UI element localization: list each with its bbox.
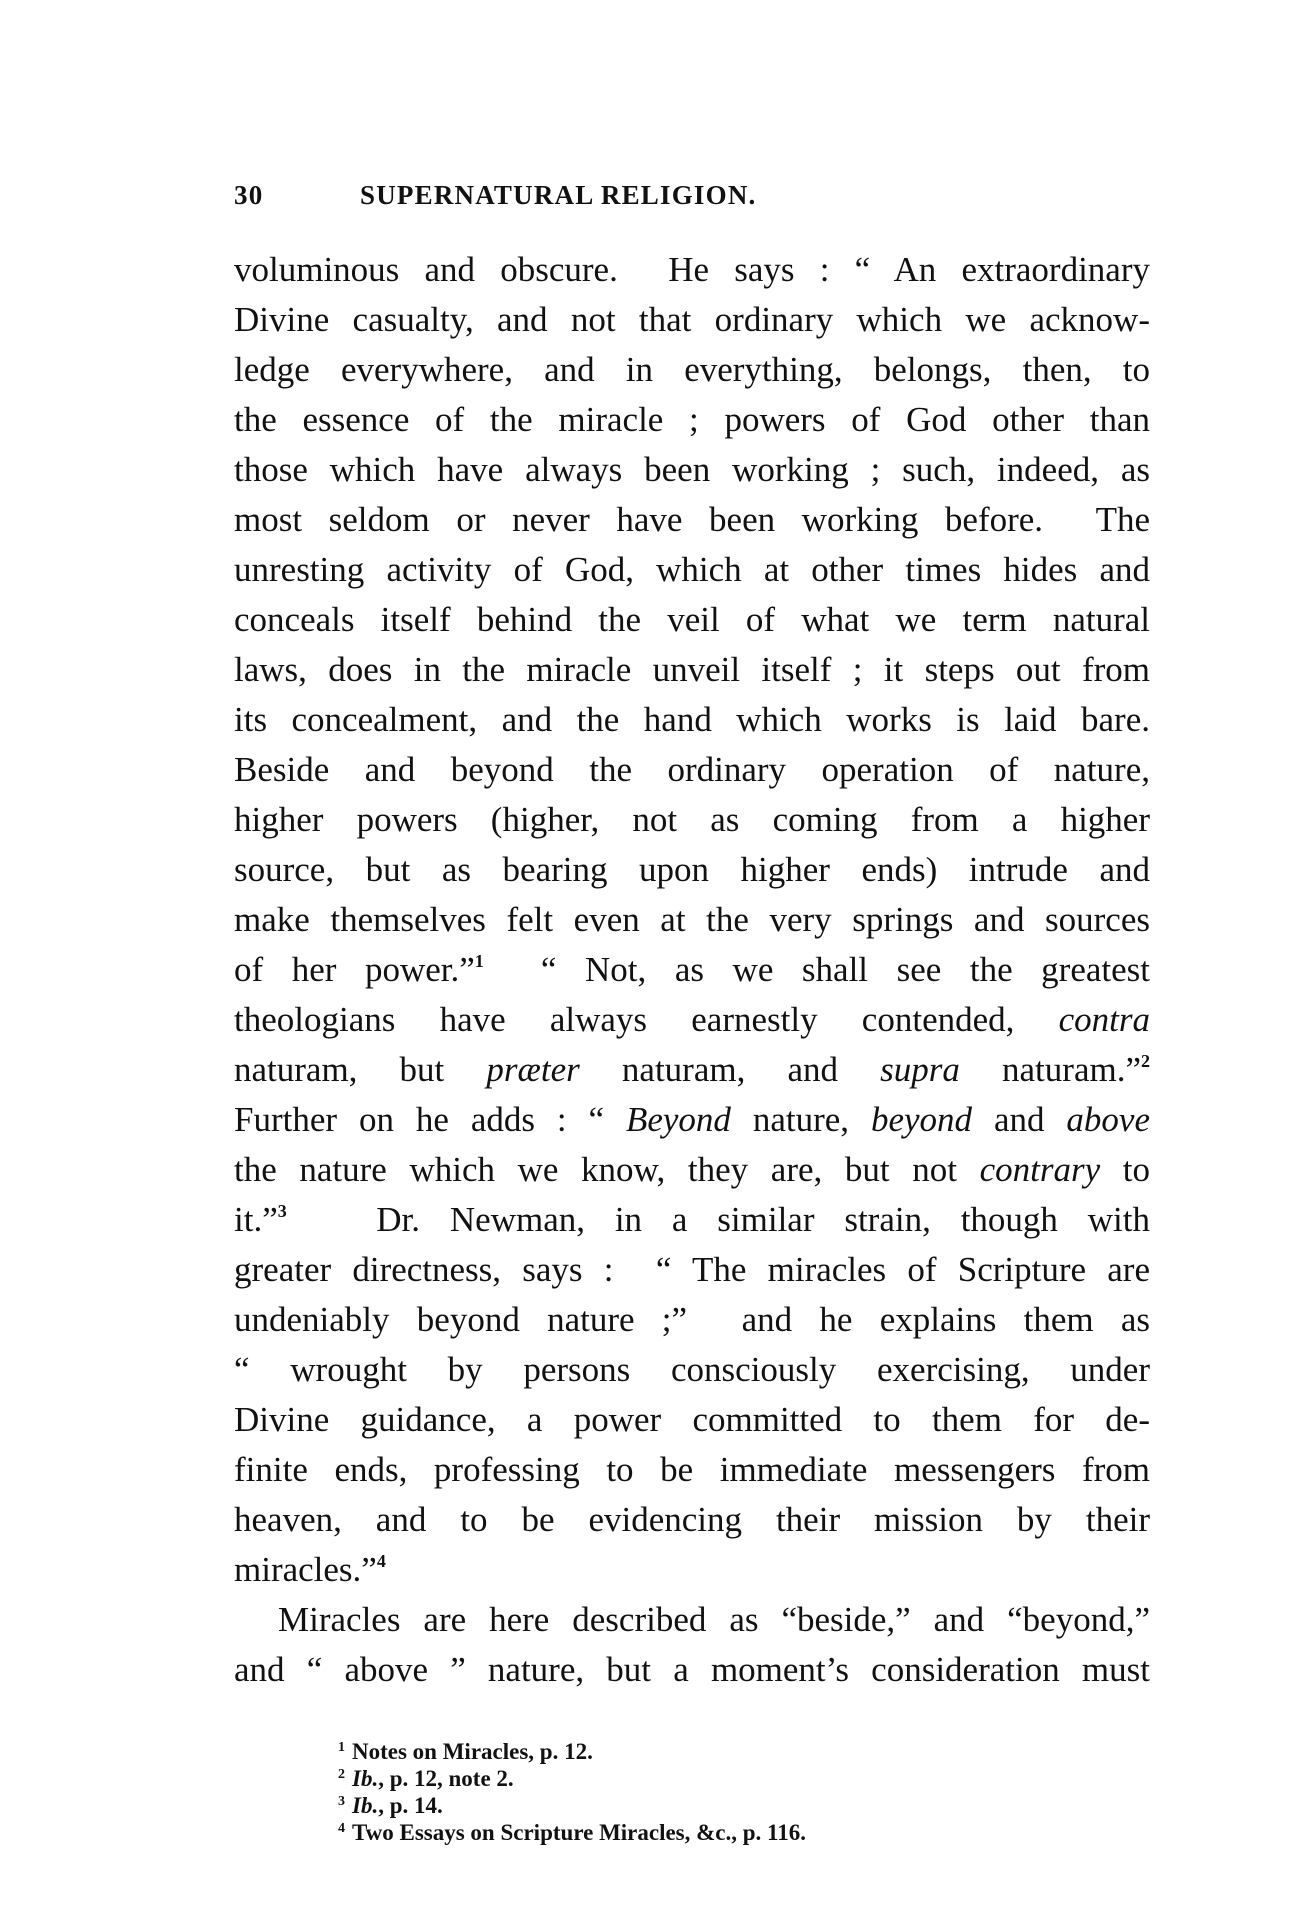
text-run: unresting activity of God, which at other times hides and bbox=[234, 550, 1150, 589]
italic-text: Ib. bbox=[352, 1793, 379, 1818]
italic-text: Beyond bbox=[625, 1100, 731, 1139]
text-run: heaven, and to be evidencing their mission by their bbox=[234, 1500, 1150, 1539]
text-line bbox=[234, 1395, 1150, 1445]
italic-text: beyond bbox=[870, 1100, 973, 1139]
text-run: nature, bbox=[730, 1100, 871, 1139]
text-line bbox=[234, 395, 1150, 445]
footnotes bbox=[338, 1738, 1038, 1846]
text-run: and bbox=[972, 1100, 1067, 1139]
text-line bbox=[234, 945, 1150, 995]
italic-text: contra bbox=[1058, 1000, 1150, 1039]
text-run: Notes on Miracles, p. 12. bbox=[352, 1739, 593, 1764]
text-run: conceals itself behind the veil of what we term natural bbox=[234, 600, 1150, 639]
footnote-reference: 3 bbox=[277, 1201, 287, 1221]
italic-text: supra bbox=[880, 1050, 960, 1089]
text-run: miracles.” bbox=[234, 1550, 377, 1589]
footnote bbox=[338, 1765, 1038, 1792]
text-run: undeniably beyond nature ;” and he explains them as bbox=[234, 1300, 1150, 1339]
text-run: “ wrought by persons consciously exercising, under bbox=[234, 1350, 1150, 1389]
footnote bbox=[338, 1792, 1038, 1819]
text-run: and “ above ” nature, but a moment’s consideration must bbox=[234, 1650, 1150, 1689]
text-run: the nature which we know, they are, but not bbox=[234, 1150, 980, 1189]
text-line bbox=[234, 1045, 1150, 1095]
text-line bbox=[234, 495, 1150, 545]
footnote-reference: 4 bbox=[376, 1551, 386, 1571]
text-run: greater directness, says : “ The miracles of Scripture are bbox=[234, 1250, 1150, 1289]
text-line bbox=[234, 995, 1150, 1045]
italic-text: contrary bbox=[979, 1150, 1101, 1189]
text-run: those which have always been working ; such, indeed, as bbox=[234, 450, 1150, 489]
text-line bbox=[234, 1595, 1150, 1645]
text-line bbox=[234, 1245, 1150, 1295]
text-run: ledge everywhere, and in everything, belongs, then, to bbox=[234, 350, 1150, 389]
text-run: to bbox=[1100, 1150, 1150, 1189]
text-run: of her power.” bbox=[234, 950, 475, 989]
text-line bbox=[234, 345, 1150, 395]
text-line bbox=[234, 245, 1150, 295]
text-run: , p. 12, note 2. bbox=[378, 1766, 514, 1791]
footnote-mark: 3 bbox=[338, 1794, 345, 1809]
text-line bbox=[234, 745, 1150, 795]
text-line bbox=[234, 1545, 1150, 1595]
text-run: “ Not, as we shall see the greatest bbox=[483, 950, 1150, 989]
text-line bbox=[234, 1445, 1150, 1495]
page-number: 30 bbox=[234, 180, 264, 210]
text-run: higher powers (higher, not as coming from a higher bbox=[234, 800, 1150, 839]
italic-text: above bbox=[1066, 1100, 1150, 1139]
text-line bbox=[234, 695, 1150, 745]
text-run: its concealment, and the hand which works is laid bare. bbox=[234, 700, 1150, 739]
running-title: SUPERNATURAL RELIGION. bbox=[360, 180, 757, 210]
text-line bbox=[234, 445, 1150, 495]
italic-text: Ib. bbox=[352, 1766, 379, 1791]
text-run: Dr. Newman, in a similar strain, though with bbox=[286, 1200, 1150, 1239]
text-run: voluminous and obscure. He says : “ An extraordinary bbox=[234, 250, 1150, 289]
text-line bbox=[234, 1095, 1150, 1145]
italic-text: præter bbox=[486, 1050, 580, 1089]
text-run: finite ends, professing to be immediate messengers from bbox=[234, 1450, 1150, 1489]
footnote-mark: 4 bbox=[338, 1821, 345, 1836]
text-run: Divine guidance, a power committed to them for de- bbox=[234, 1400, 1150, 1439]
text-run: Further on he adds : “ bbox=[234, 1100, 626, 1139]
text-line bbox=[234, 795, 1150, 845]
text-run: theologians have always earnestly contended, bbox=[234, 1000, 1059, 1039]
text-line bbox=[234, 1345, 1150, 1395]
footnote bbox=[338, 1819, 1038, 1846]
text-run: , p. 14. bbox=[378, 1793, 443, 1818]
text-run: the essence of the miracle ; powers of God other than bbox=[234, 400, 1150, 439]
text-run: it.” bbox=[234, 1200, 278, 1239]
text-run: naturam.” bbox=[959, 1050, 1141, 1089]
text-line bbox=[234, 1295, 1150, 1345]
text-line bbox=[234, 545, 1150, 595]
text-line bbox=[234, 295, 1150, 345]
text-line bbox=[234, 1645, 1150, 1695]
footnote-mark: 2 bbox=[338, 1767, 345, 1782]
text-line bbox=[234, 595, 1150, 645]
text-run: laws, does in the miracle unveil itself ; it steps out from bbox=[234, 650, 1150, 689]
text-run: Miracles are here described as “beside,” and “beyond,” bbox=[278, 1600, 1150, 1639]
body-text bbox=[234, 245, 1150, 1695]
footnote-mark: 1 bbox=[338, 1740, 345, 1755]
text-line bbox=[234, 895, 1150, 945]
text-run: Divine casualty, and not that ordinary which we acknow- bbox=[234, 300, 1150, 339]
text-run: source, but as bearing upon higher ends) intrude and bbox=[234, 850, 1150, 889]
text-line bbox=[234, 645, 1150, 695]
footnote-reference: 1 bbox=[474, 951, 484, 971]
text-run: most seldom or never have been working before. The bbox=[234, 500, 1150, 539]
text-line bbox=[234, 1195, 1150, 1245]
text-run: Beside and beyond the ordinary operation of nature, bbox=[234, 750, 1150, 789]
text-run: naturam, and bbox=[579, 1050, 881, 1089]
text-line bbox=[234, 845, 1150, 895]
text-run: make themselves felt even at the very springs and sources bbox=[234, 900, 1150, 939]
footnote-reference: 2 bbox=[1140, 1051, 1150, 1071]
text-run: Two Essays on Scripture Miracles, &c., p. 116. bbox=[352, 1820, 807, 1845]
text-line bbox=[234, 1495, 1150, 1545]
page-header bbox=[234, 180, 1150, 216]
text-run: naturam, but bbox=[234, 1050, 487, 1089]
footnote bbox=[338, 1738, 1038, 1765]
text-line bbox=[234, 1145, 1150, 1195]
